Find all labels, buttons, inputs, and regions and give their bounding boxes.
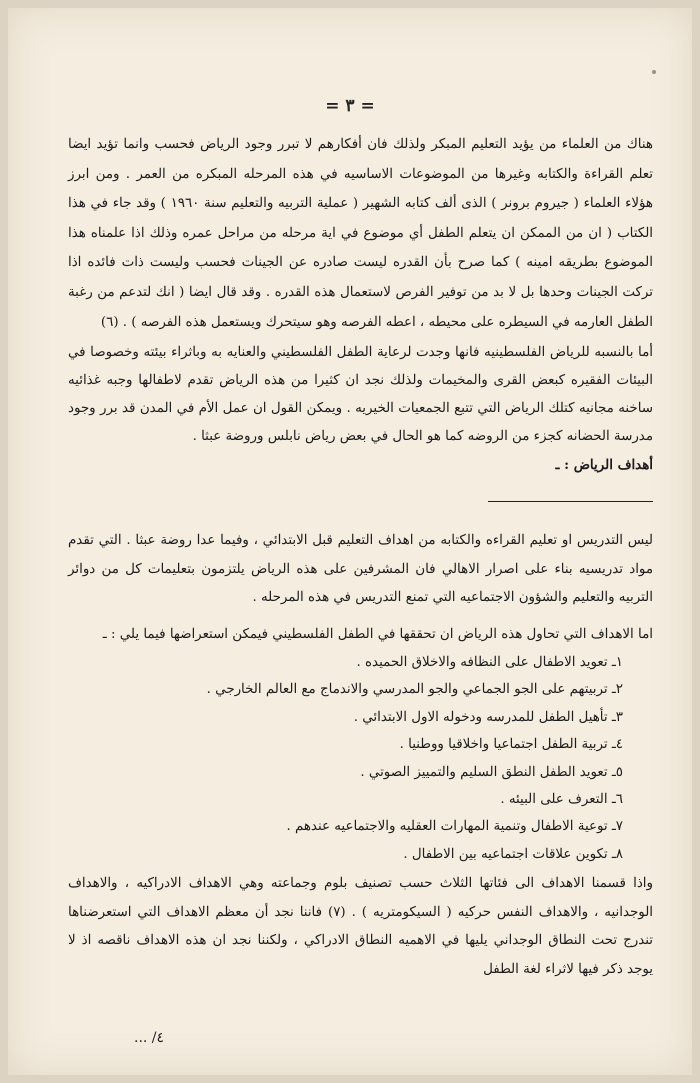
goal-item: ١ـ تعويد الاطفال على النظافه والاخلاق الحميده .	[356, 654, 623, 670]
section-divider	[68, 479, 653, 527]
goal-item: ٥ـ تعويد الطفل النطق السليم والتمييز الصوتي .	[360, 764, 623, 780]
document-body	[68, 130, 653, 985]
paper-speck	[652, 70, 656, 74]
paragraph-bloom-classification: واذا قسمنا الاهداف الى فئاتها الثلاث حسب تصنيف بلوم وجماعته وهي الاهداف الادراكيه ، والاهداف الوجدانيه ، والاهداف النفس حركيه ( السيكومتريه ) . (٧) فاننا نجد أن معظم الاهداف التي استعرضناها تندرج تحت النطاق الوجداني يليها في الاهميه النطاق الادراكي ، ولكننا نجد ان هذه الاهداف ناقصه اذ لا يوجد ذكر فيها لاثراء لغة الطفل	[68, 876, 654, 977]
goal-item: ٨ـ تكوين علاقات اجتماعيه بين الاطفال .	[403, 846, 623, 862]
goal-item: ٦ـ التعرف على البيئه .	[500, 791, 623, 807]
goal-item: ٤ـ تربية الطفل اجتماعيا واخلاقيا ووطنيا .	[399, 737, 623, 753]
continuation-marker: ٤/ ...	[134, 1030, 165, 1046]
goals-list	[68, 649, 653, 868]
page-number: = ٣ =	[325, 96, 375, 116]
paragraph-no-teaching: ليس التدريس او تعليم القراءه والكتابه من اهداف التعليم قبل الابتدائي ، وفيما عدا روضة عبثا . التي تقدم مواد تدريسيه بناء على اصرار الاهالي فان المشرفين على هذه الرياض يلتزمون بتعليمات كل من دوائر التربيه والتعليم والشؤون الاجتماعيه التي تمنع التدريس في هذه المرحله .	[68, 533, 653, 606]
section-heading-goals: أهداف الرياض : ـ	[555, 457, 653, 474]
goal-item: ٣ـ تأهيل الطفل للمدرسه ودخوله الاول الابتدائي .	[353, 709, 623, 725]
goal-item: ٢ـ تربيتهم على الجو الجماعي والجو المدرسي والاندماج مع العالم الخارجي .	[206, 682, 623, 698]
paragraph-goals-intro: اما الاهداف التي تحاول هذه الرياض ان تحققها في الطفل الفلسطيني فيمكن استعراضها فيما يلي : ـ	[102, 626, 653, 642]
goal-item: ٧ـ توعية الاطفال وتنمية المهارات العقليه والاجتماعيه عندهم .	[286, 819, 623, 835]
paragraph-palestinian-kindergartens: أما بالنسبه للرياض الفلسطينيه فانها وجدت لرعاية الطفل الفلسطيني والعنايه به وباثراء بيئته وخصوصا في البيئات الفقيره كبعض القرى والمخيمات ولذلك نجد ان كثيرا من هذه الرياض تقدم لاطفالها وجبه غذائيه ساخنه مجانيه كتلك الرياض التي تتبع الجمعيات الخيريه . ويمكن القول ان عمل الأم في المدن قد برر وجود مدرسة الحضانه كجزء من الروضه كما هو الحال في بعض رياض نابلس وروضة عبثا .	[68, 345, 653, 445]
paragraph-early-education: هناك من العلماء من يؤيد التعليم المبكر ولذلك فان أفكارهم لا تبرر وجود الرياض فحسب وانما تؤيد ايضا تعلم القراءة والكتابه وغيرها من الموضوعات الاساسيه في هذه المرحله المبكره من العمر . ومن ابرز هؤلاء العلماء ( جيروم برونر ) الذى ألف كتابه الشهير ( عملية التربيه والتعليم سنة ١٩٦٠ ) وقد جاء في هذا الكتاب ( ان من الممكن ان يتعلم الطفل أي موضوع في اية مرحله من مراحل عمره وذلك اذا علمناه هذا الموضوع بطريقه امينه ) كما صرح بأن القدره ليست صادره عن الجينات فحسب وليست ذات فائده اذا تركت الجينات وحدها بل لا بد من توفير الفرص لاستعمال هذه القدره . وقد قال ايضا ( انك لتدعم من رغبة الطفل العارمه في السيطره على محيطه ، اعطه الفرصه وهو سيتحرك ويستعمل هذه الفرصه ) . (٦)	[68, 137, 653, 330]
document-page	[8, 8, 692, 1075]
